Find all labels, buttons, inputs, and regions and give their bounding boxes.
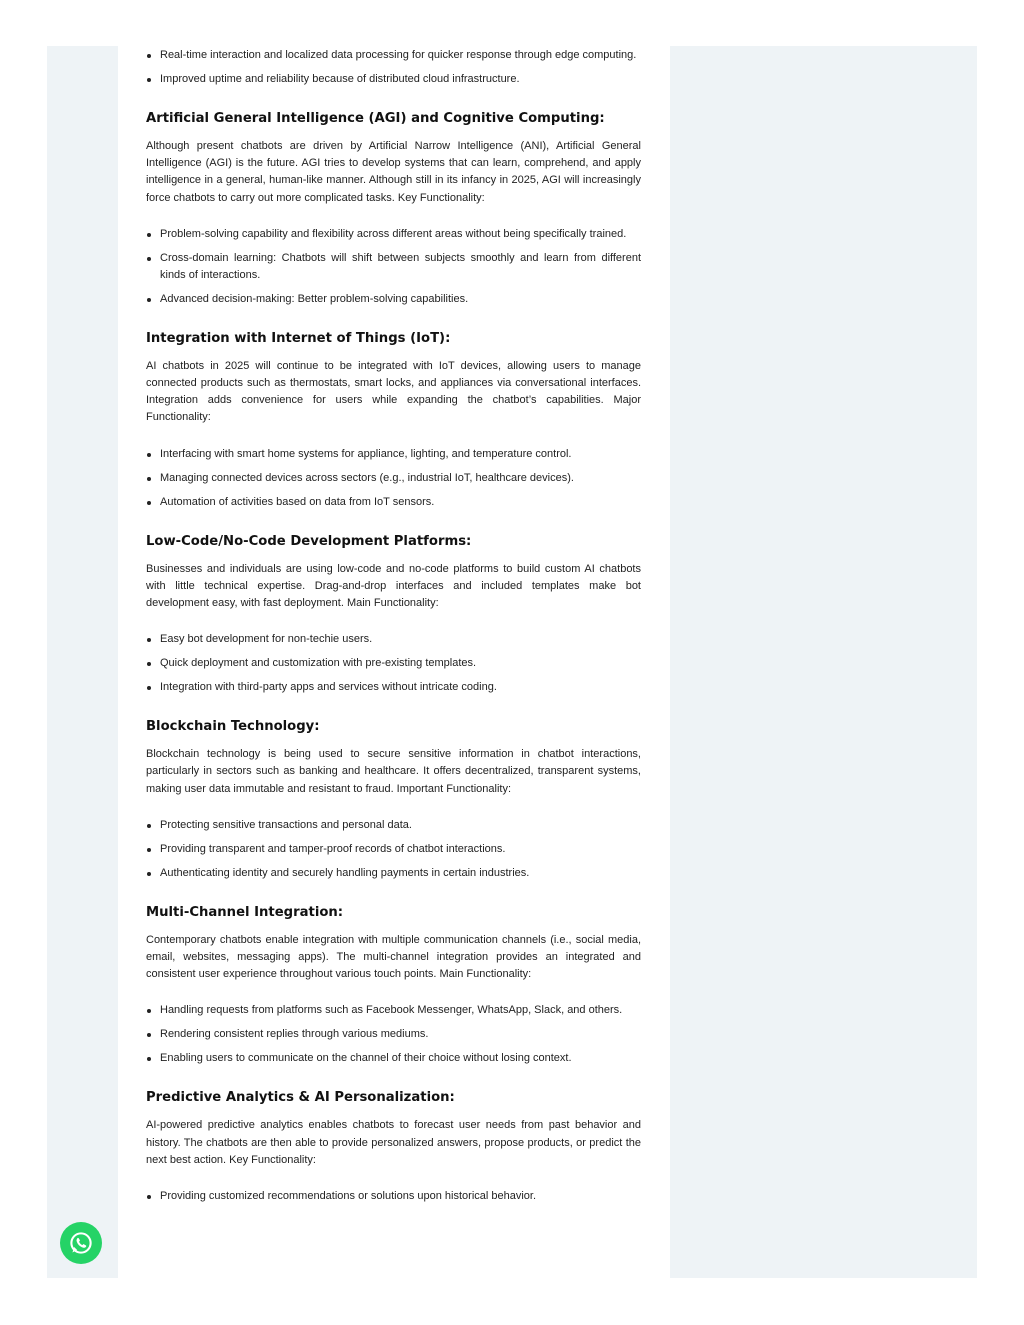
section-paragraph: Contemporary chatbots enable integration with multiple communication channels (i.e., social media, email, websites, messaging apps). The multi-channel integration provides an integrated and consistent user experience throughout various touch points. Main Functionality:	[146, 933, 641, 981]
section-heading: Multi-Channel Integration:	[146, 904, 344, 920]
list-item: Providing transparent and tamper-proof records of chatbot interactions.	[146, 841, 641, 858]
section-paragraph: Businesses and individuals are using low-code and no-code platforms to build custom AI chatbots with little technical expertise. Drag-and-drop interfaces and included templates make bot development easy, with fast deployment. Main Functionality:	[146, 562, 641, 610]
whatsapp-chat-button[interactable]	[60, 1222, 102, 1264]
section-paragraph: AI chatbots in 2025 will continue to be integrated with IoT devices, allowing users to manage connected products such as thermostats, smart locks, and appliances via conversational interfaces. Integration adds convenience for users while expanding the chatbot’s capabilities. Major Functionality:	[146, 359, 641, 424]
list-item: Rendering consistent replies through various mediums.	[146, 1026, 641, 1043]
intro-bullet-list	[146, 46, 641, 88]
section-heading: Integration with Internet of Things (IoT):	[146, 330, 451, 346]
list-item: Interfacing with smart home systems for appliance, lighting, and temperature control.	[146, 446, 641, 463]
list-item: Advanced decision-making: Better problem-solving capabilities.	[146, 291, 641, 308]
section-agi	[146, 110, 641, 308]
article-content	[118, 46, 670, 1278]
list-item: Easy bot development for non-techie users.	[146, 631, 641, 648]
list-item: Quick deployment and customization with pre-existing templates.	[146, 655, 641, 672]
list-item: Automation of activities based on data from IoT sensors.	[146, 494, 641, 511]
bullet-list	[146, 226, 641, 308]
section-heading: Predictive Analytics & AI Personalization:	[146, 1090, 455, 1106]
section-paragraph: Although present chatbots are driven by Artificial Narrow Intelligence (ANI), Artificial General Intelligence (AGI) is the future. AGI tries to develop systems that can learn, comprehend, and apply intelligence in a general, human-like manner. Although still in its infancy in 2025, AGI will increasingly force chatbots to carry out more complicated tasks. Key Functionality:	[146, 140, 641, 204]
list-item: Handling requests from platforms such as Facebook Messenger, WhatsApp, Slack, and others.	[146, 1002, 641, 1019]
whatsapp-icon	[67, 1229, 95, 1257]
list-item: Cross-domain learning: Chatbots will shift between subjects smoothly and learn from different kinds of interactions.	[146, 250, 641, 284]
section-low-code	[146, 533, 641, 697]
list-item: Enabling users to communicate on the channel of their choice without losing context.	[146, 1050, 641, 1067]
section-heading: Blockchain Technology:	[146, 719, 320, 735]
bullet-list	[146, 817, 641, 882]
list-item: Providing customized recommendations or solutions upon historical behavior.	[146, 1188, 641, 1205]
section-blockchain	[146, 718, 641, 882]
list-item: Authenticating identity and securely handling payments in certain industries.	[146, 865, 641, 882]
list-item: Real-time interaction and localized data processing for quicker response through edge computing.	[146, 47, 641, 64]
sidebar	[670, 46, 977, 1278]
bullet-list	[146, 631, 641, 696]
list-item: Problem-solving capability and flexibility across different areas without being specifically trained.	[146, 226, 641, 243]
bullet-list	[146, 1002, 641, 1067]
list-item: Managing connected devices across sectors (e.g., industrial IoT, healthcare devices).	[146, 470, 641, 487]
bullet-list	[146, 1188, 641, 1205]
list-item: Improved uptime and reliability because of distributed cloud infrastructure.	[146, 71, 641, 88]
section-heading: Artificial General Intelligence (AGI) and Cognitive Computing:	[146, 111, 605, 126]
section-iot	[146, 330, 641, 511]
section-heading: Low-Code/No-Code Development Platforms:	[146, 533, 472, 549]
section-paragraph: Blockchain technology is being used to secure sensitive information in chatbot interactions, particularly in sectors such as banking and healthcare. It offers decentralized, transparent systems, making user data immutable and resistant to fraud. Important Functionality:	[146, 748, 641, 795]
list-item: Integration with third-party apps and services without intricate coding.	[146, 679, 641, 696]
list-item: Protecting sensitive transactions and personal data.	[146, 817, 641, 834]
section-paragraph: AI-powered predictive analytics enables chatbots to forecast user needs from past behavior and history. The chatbots are then able to provide personalized answers, propose products, or predict the next best action. Key Functionality:	[146, 1119, 641, 1166]
bullet-list	[146, 446, 641, 511]
section-multi-channel	[146, 904, 641, 1068]
section-predictive-analytics	[146, 1089, 641, 1205]
